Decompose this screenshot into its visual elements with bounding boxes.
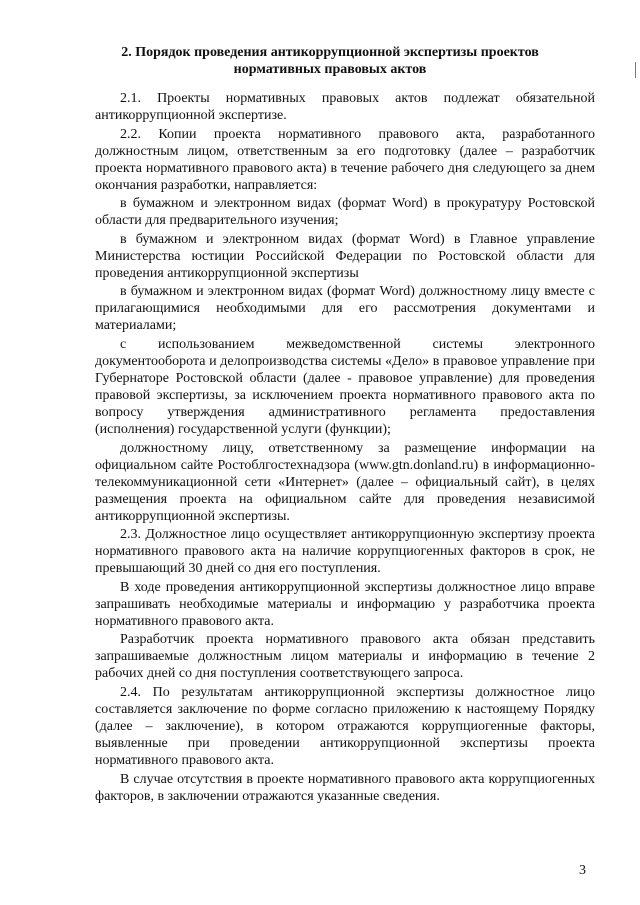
section-heading (95, 44, 565, 78)
paragraph-no-factors: В случае отсутствия в проекте нормативного правового акта коррупциогенных факторов, в заключении отражаются указанные сведения. (95, 771, 595, 804)
section-heading-line-1: 2. Порядок проведения антикоррупционной экспертизы проектов (121, 45, 539, 60)
paragraph-2-4: 2.4. По результатам антикоррупционной экспертизы должностное лицо составляется заключение по форме согласно приложению к настоящему Порядку (далее – заключение), в котором отражаются коррупциогенные факторы, выявленные при проведении антикоррупционной экспертизы проекта нормативного правового акта. (95, 684, 595, 768)
list-item-website-official: должностному лицу, ответственному за размещение информации на официальном сайте Ростоблгостехнадзора (www.gtn.donland.ru) в информационно-телекоммуникационной сети «Интернет» (далее – официальный сайт), в целях размещения проекта на официальном сайте для проведения независимой антикоррупционной экспертизы. (95, 440, 595, 524)
scan-edge-mark (635, 62, 636, 78)
paragraph-developer-obligation: Разработчик проекта нормативного правового акта обязан представить запрашиваемые должностным лицом материалы и информацию в течение 2 рабочих дней со дня поступления соответствующего запроса. (95, 632, 595, 682)
paragraph-2-1: 2.1. Проекты нормативных правовых актов подлежат обязательной антикоррупционной экспертизе. (95, 91, 595, 123)
page-number: 3 (579, 863, 586, 878)
paragraph-request-materials: В ходе проведения антикоррупционной экспертизы должностное лицо вправе запрашивать необходимые материалы и информацию у разработчика проекта нормативного правового акта. (95, 579, 595, 629)
paragraph-2-2: 2.2. Копии проекта нормативного правового акта, разработанного должностным лицом, ответственным за его подготовку (далее – разработчик проекта нормативного правового акта) в течение рабочего дня следующего за днем окончания разработки, направляется: (95, 126, 595, 193)
list-item-ministry-of-justice: в бумажном и электронном видах (формат Word) в Главное управление Министерства юстиции Российской Федерации по Ростовской области для проведения антикоррупционной экспертизы (95, 231, 595, 281)
list-item-legal-department: с использованием межведомственной системы электронного документооборота и делопроизводства системы «Дело» в правовое управление при Губернаторе Ростовской области (далее - правовое управление) для проведения правовой экспертизы, за исключением проекта нормативного правового акта по вопросу утверждения административного регламента предоставления (исполнения) государственной услуги (функции); (95, 336, 595, 437)
section-heading-line-2: нормативных правовых актов (233, 62, 427, 77)
list-item-official: в бумажном и электронном видах (формат Word) должностному лицу вместе с прилагающимися необходимыми для его рассмотрения документами и материалами; (95, 284, 595, 334)
document-body (95, 90, 595, 806)
paragraph-2-3: 2.3. Должностное лицо осуществляет антикоррупционную экспертизу проекта нормативного правового акта на наличие коррупциогенных факторов в срок, не превышающий 30 дней со дня его поступления. (95, 527, 595, 577)
list-item-prosecutor: в бумажном и электронном видах (формат Word) в прокуратуру Ростовской области для предварительного изучения; (95, 196, 595, 229)
